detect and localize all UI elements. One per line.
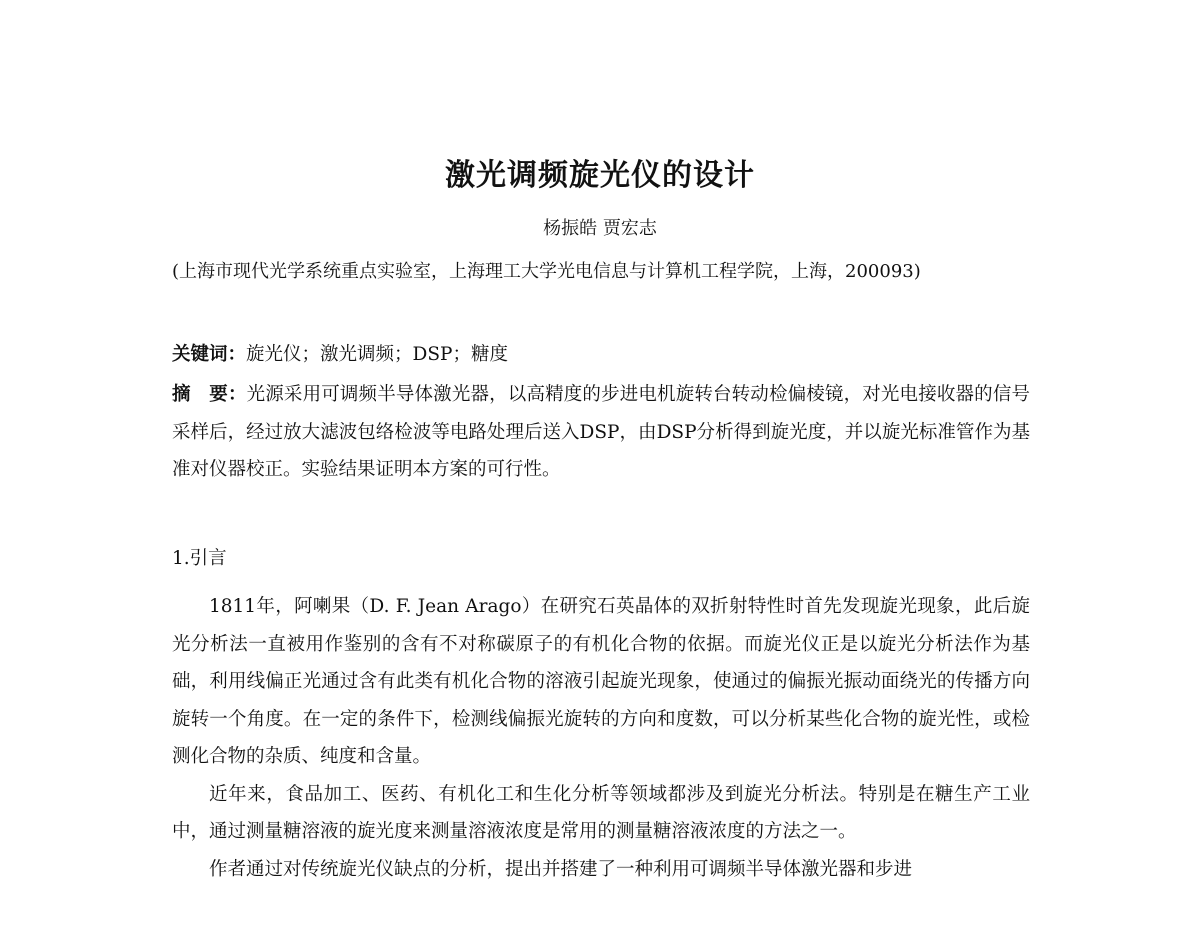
keywords-text: 旋光仪；激光调频；DSP；糖度 xyxy=(246,344,508,365)
section-heading-introduction: 1.引言 xyxy=(172,548,227,569)
keywords-line xyxy=(172,336,1030,374)
keywords-label: 关键词： xyxy=(172,344,247,365)
paragraph: 1811年，阿喇果（D. F. Jean Arago）在研究石英晶体的双折射特性时首先发现旋光现象，此后旋光分析法一直被用作鉴别的含有不对称碳原子的有机化合物的依据。而旋光仪正是以旋光分析法作为基础，利用线偏正光通过含有此类有机化合物的溶液引起旋光现象，使通过的偏振光振动面绕光的传播方向旋转一个角度。在一定的条件下，检测线偏振光旋转的方向和度数，可以分析某些化合物的旋光性，或检测化合物的杂质、纯度和含量。 xyxy=(172,596,1030,767)
paper-authors: 杨振皓 贾宏志 xyxy=(543,218,657,239)
abstract-label: 摘 要： xyxy=(172,384,247,405)
paper-title: 激光调频旋光仪的设计 xyxy=(445,158,755,193)
abstract-text: 光源采用可调频半导体激光器，以高精度的步进电机旋转台转动检偏棱镜，对光电接收器的信号采样后，经过放大滤波包络检波等电路处理后送入DSP，由DSP分析得到旋光度，并以旋光标准管作为基准对仪器校正。实验结果证明本方案的可行性。 xyxy=(172,384,1030,480)
introduction-body xyxy=(172,588,1030,888)
paragraph: 近年来，食品加工、医药、有机化工和生化分析等领域都涉及到旋光分析法。特别是在糖生产工业中，通过测量糖溶液的旋光度来测量溶液浓度是常用的测量糖溶液浓度的方法之一。 xyxy=(172,783,1030,842)
abstract-block xyxy=(172,376,1030,489)
paper-affiliation: (上海市现代光学系统重点实验室，上海理工大学光电信息与计算机工程学院，上海，200093) xyxy=(172,261,921,282)
paragraph: 作者通过对传统旋光仪缺点的分析，提出并搭建了一种利用可调频半导体激光器和步进 xyxy=(209,858,913,880)
